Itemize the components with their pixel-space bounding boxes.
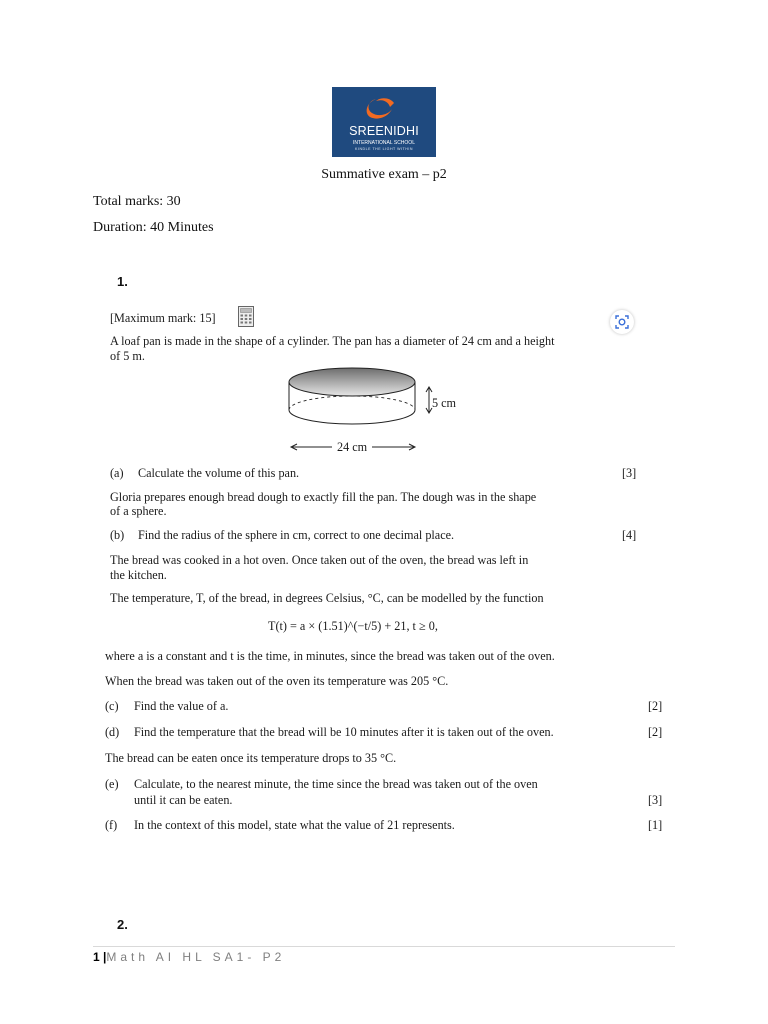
figure-height-label: 5 cm [432,396,457,410]
part-f-marks: [1] [648,818,663,832]
duration: Duration: 40 Minutes [93,220,214,235]
total-marks: Total marks: 30 [93,194,181,209]
logo-tagline: KINDLE THE LIGHT WITHIN [355,147,413,151]
temperature-formula: T(t) = a × (1.51)^(−t/5) + 21, t ≥ 0, [268,619,438,633]
part-e-line-2: until it can be eaten. [134,793,233,807]
intro-line-2: of 5 m. [110,349,145,363]
part-c-marks: [2] [648,699,663,713]
lens-search-icon[interactable] [610,310,634,334]
when-line: When the bread was taken out of the oven its temperature was 205 °C. [105,674,449,688]
exam-title: Summative exam – p2 [321,167,447,182]
part-a-letter: (a) [110,466,124,480]
part-f-letter: (f) [105,818,118,832]
oven-line-2: the kitchen. [110,568,167,582]
part-a-text: Calculate the volume of this pan. [138,466,300,480]
gloria-line-1: Gloria prepares enough bread dough to exactly fill the pan. The dough was in the shape [110,490,537,504]
school-logo [332,87,436,157]
intro-line-1: A loaf pan is made in the shape of a cylinder. The pan has a diameter of 24 cm and a height [110,334,555,348]
question-2-number: 2. [117,917,128,932]
temperature-intro: The temperature, T, of the bread, in degrees Celsius, °C, can be modelled by the function [110,591,544,605]
part-d-marks: [2] [648,725,663,739]
part-b-text: Find the radius of the sphere in cm, correct to one decimal place. [138,528,455,542]
figure-diameter-label: 24 cm [337,440,368,454]
part-e-marks: [3] [648,793,663,807]
part-b-marks: [4] [622,528,637,542]
page-footer [93,950,285,964]
course-name: Math AI HL SA1- P2 [106,950,286,964]
oven-line-1: The bread was cooked in a hot oven. Once taken out of the oven, the bread was left in [110,553,529,567]
where-line: where a is a constant and t is the time, in minutes, since the bread was taken out of the oven. [105,649,555,663]
part-e-line-1: Calculate, to the nearest minute, the time since the bread was taken out of the oven [134,777,538,791]
part-e-letter: (e) [105,777,119,791]
part-b-letter: (b) [110,528,125,542]
part-c-letter: (c) [105,699,119,713]
question-1-number: 1. [117,274,128,289]
part-d-letter: (d) [105,725,120,739]
logo-name: SREENIDHI [349,124,419,138]
eaten-line: The bread can be eaten once its temperature drops to 35 °C. [105,751,397,765]
footer-divider [93,946,675,947]
part-c-text: Find the value of a. [134,699,229,713]
part-f-text: In the context of this model, state what the value of 21 represents. [134,818,455,832]
footer-separator: | [103,950,107,964]
gloria-line-2: of a sphere. [110,504,167,518]
max-mark: [Maximum mark: 15] [110,311,216,325]
part-d-text: Find the temperature that the bread will be 10 minutes after it is taken out of the oven. [134,725,554,739]
page-number: 1 [93,950,100,964]
calculator-icon [238,306,254,327]
logo-subtitle: INTERNATIONAL SCHOOL [353,140,415,146]
part-a-marks: [3] [622,466,637,480]
